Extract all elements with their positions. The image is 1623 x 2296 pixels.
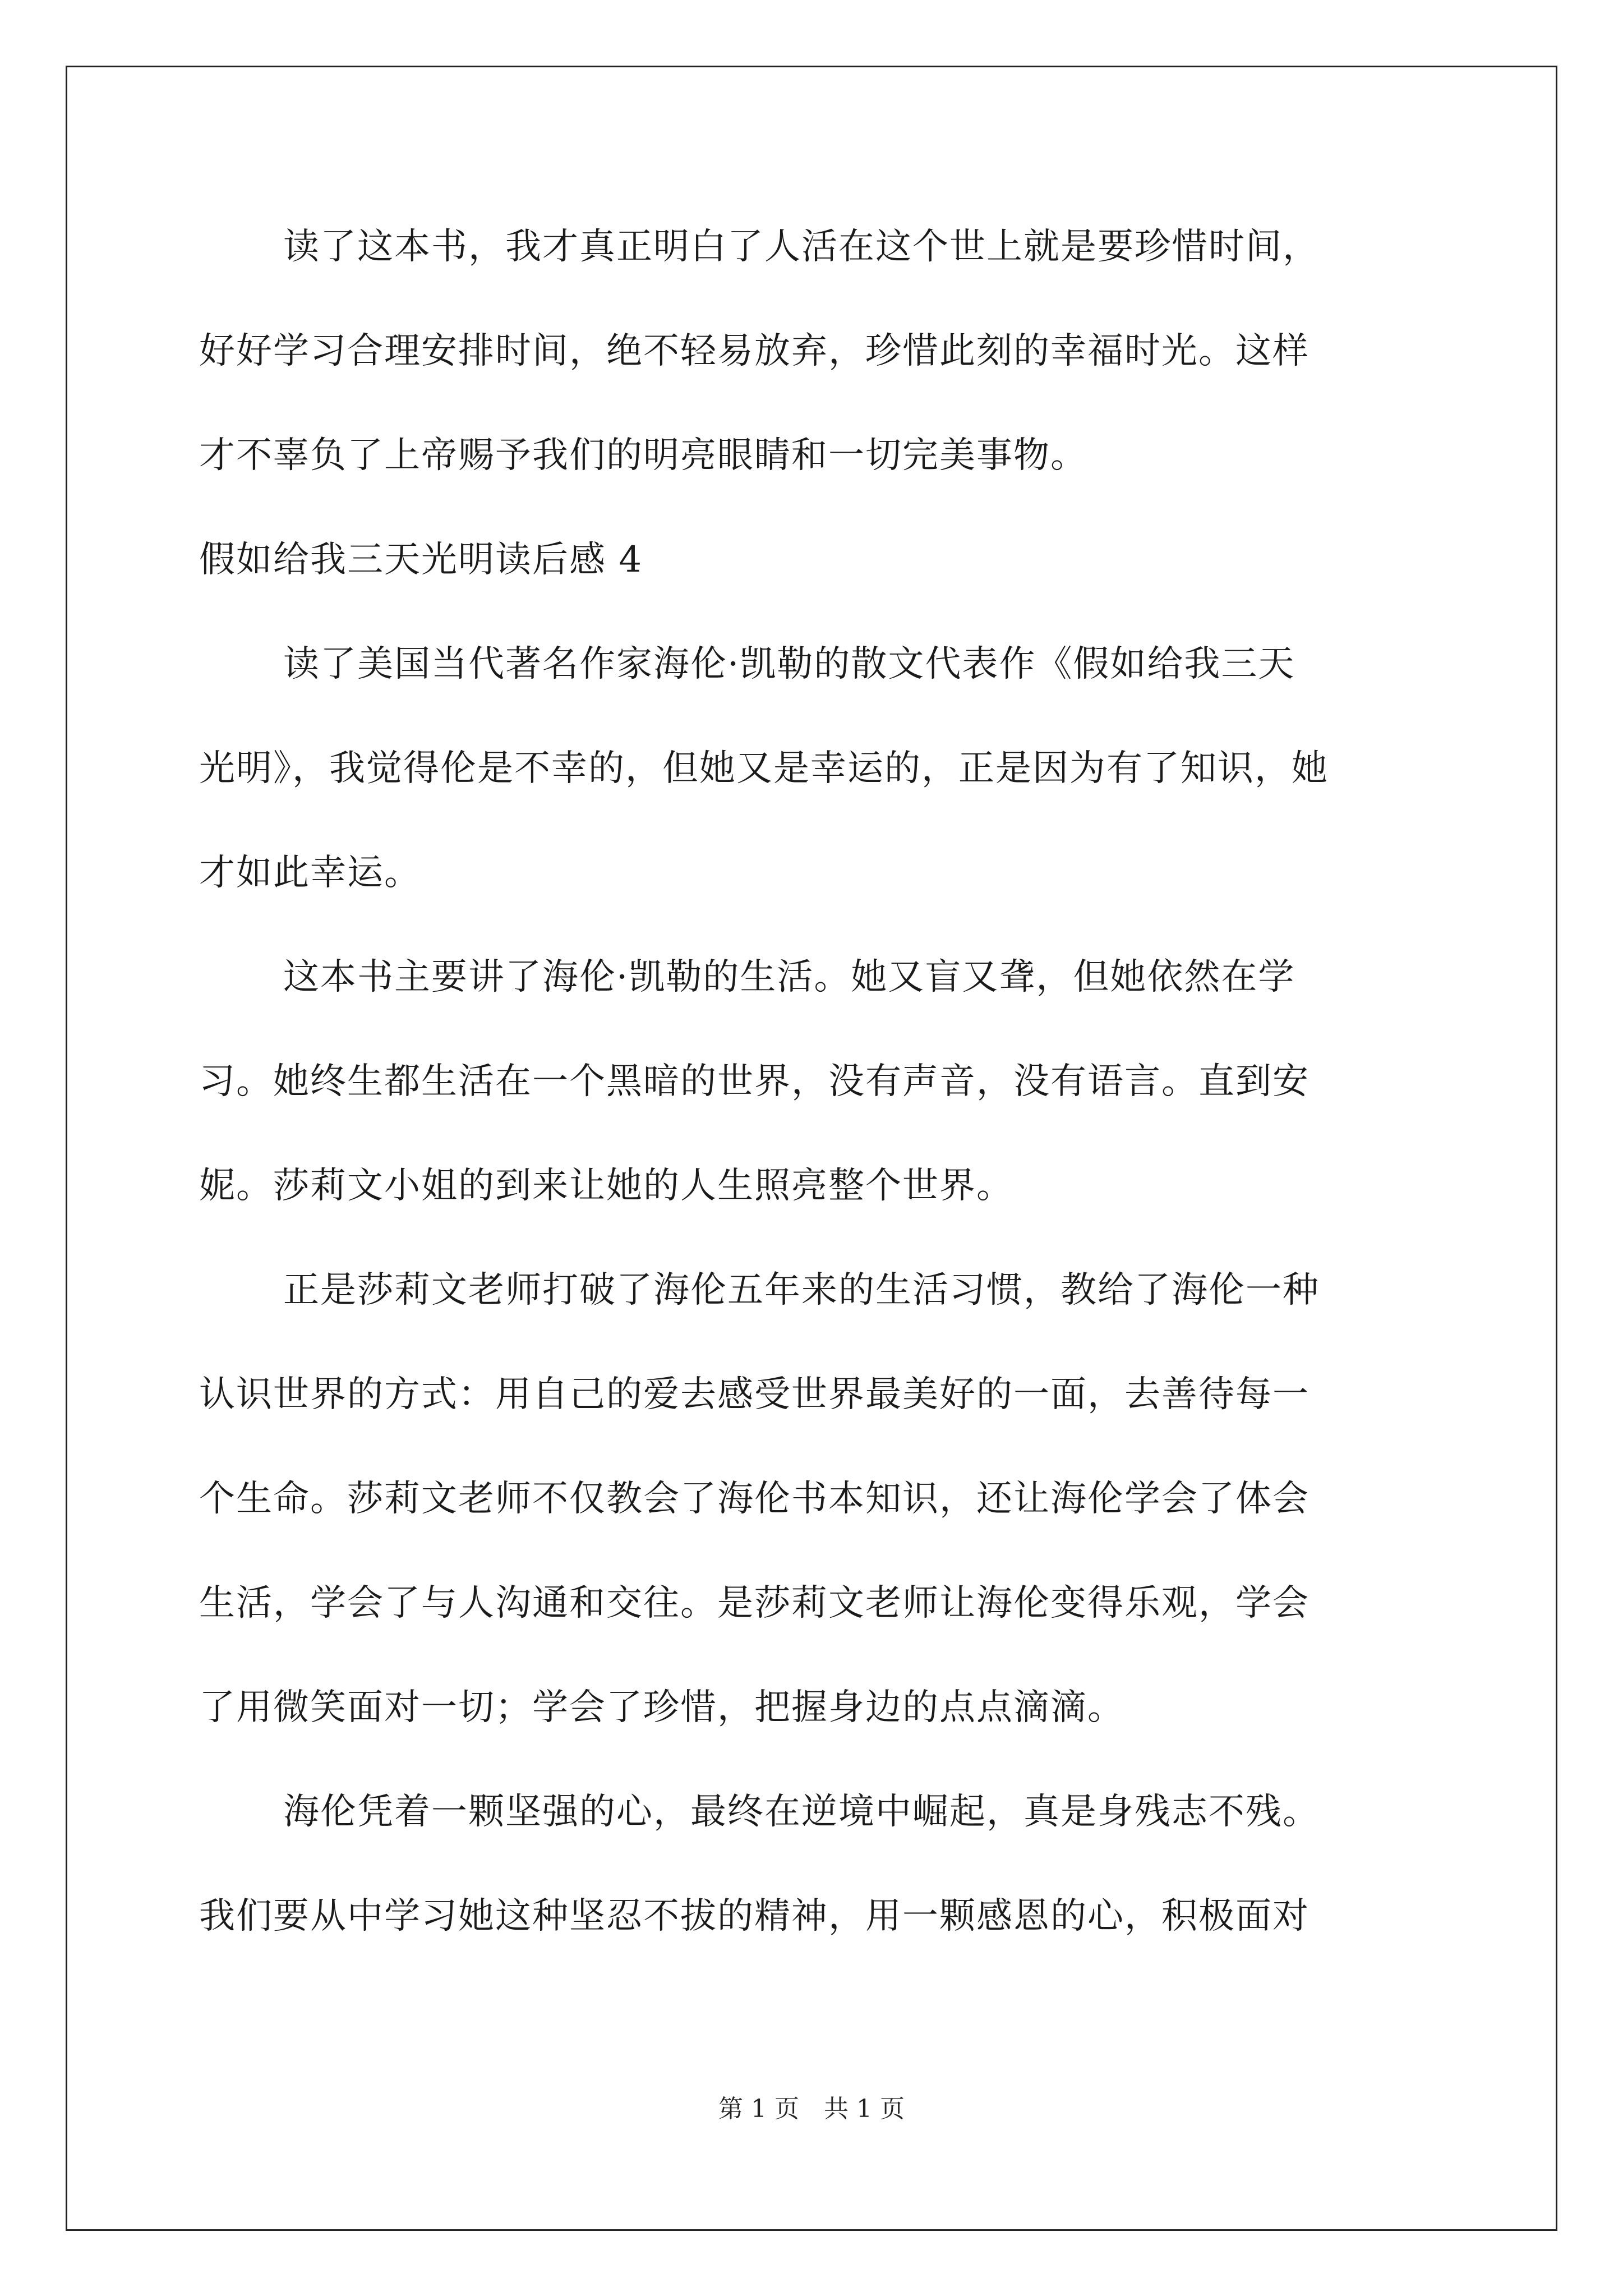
section-heading: 假如给我三天光明读后感 4 xyxy=(199,539,643,581)
text-line: 了用微笑面对一切；学会了珍惜，把握身边的点点滴滴。 xyxy=(199,1687,1124,1728)
text-line: 光明》，我觉得伦是不幸的，但她又是幸运的，正是因为有了知识，她 xyxy=(199,748,1329,789)
text-line: 才不辜负了上帝赐予我们的明亮眼睛和一切完美事物。 xyxy=(199,435,1087,476)
text-line: 妮。莎莉文小姐的到来让她的人生照亮整个世界。 xyxy=(199,1165,1013,1207)
text-line: 才如此幸运。 xyxy=(199,852,421,894)
text-line: 读了这本书，我才真正明白了人活在这个世上就是要珍惜时间， xyxy=(283,226,1320,268)
text-line: 海伦凭着一颗坚强的心，最终在逆境中崛起，真是身残志不残。 xyxy=(283,1791,1320,1833)
text-line: 个生命。莎莉文老师不仅教会了海伦书本知识，还让海伦学会了体会 xyxy=(199,1478,1310,1520)
text-line: 认识世界的方式：用自己的爱去感受世界最美好的一面，去善待每一 xyxy=(199,1374,1310,1415)
text-line: 这本书主要讲了海伦·凯勒的生活。她又盲又聋，但她依然在学 xyxy=(283,956,1295,998)
page-number-footer: 第 1 页 共 1 页 xyxy=(718,2095,905,2123)
text-line: 好好学习合理安排时间，绝不轻易放弃，珍惜此刻的幸福时光。这样 xyxy=(199,330,1310,372)
text-line: 习。她终生都生活在一个黑暗的世界，没有声音，没有语言。直到安 xyxy=(199,1061,1310,1102)
text-line: 我们要从中学习她这种坚忍不拔的精神，用一颗感恩的心，积极面对 xyxy=(199,1895,1310,1937)
text-line: 读了美国当代著名作家海伦·凯勒的散文代表作《假如给我三天 xyxy=(283,643,1295,685)
text-line: 正是莎莉文老师打破了海伦五年来的生活习惯，教给了海伦一种 xyxy=(283,1269,1320,1311)
text-line: 生活，学会了与人沟通和交往。是莎莉文老师让海伦变得乐观，学会 xyxy=(199,1582,1310,1624)
